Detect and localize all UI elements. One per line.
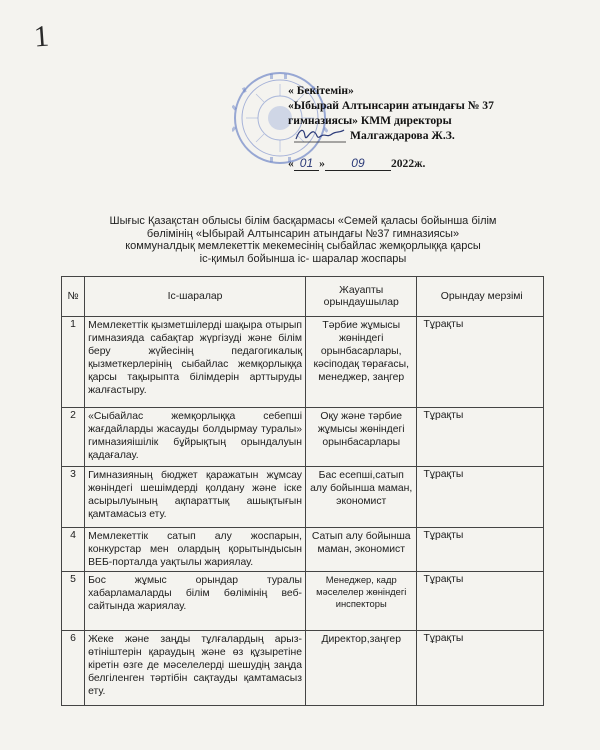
table-row bbox=[62, 631, 544, 706]
table-row bbox=[62, 408, 544, 467]
signatory-name: Малгаждарова Ж.З. bbox=[350, 129, 455, 142]
row-action: Мемлекеттік қызметшілерді шақыра отырып гимназияда сабақтар жүргізуді және білім беру жүйесінің педагогикалық қызметкерлерінің сыбайлас жемқорлыққа қарсы тақырыпта білімдерін арттыруды жалғастыру. bbox=[85, 317, 306, 408]
date-month: 09 bbox=[325, 156, 391, 171]
header-responsible: Жауапты орындаушылар bbox=[306, 277, 417, 317]
row-responsible: Тәрбие жұмысы жөніндегі орынбасарлары, кәсіподақ төрағасы, менеджер, заңгер bbox=[306, 317, 417, 408]
document-title bbox=[60, 215, 546, 265]
header-actions: Іс-шаралар bbox=[85, 277, 306, 317]
row-deadline: Тұрақты bbox=[417, 572, 544, 631]
row-deadline: Тұрақты bbox=[417, 408, 544, 467]
row-number: 1 bbox=[62, 317, 85, 408]
row-responsible: Сатып алу бойынша маман, экономист bbox=[306, 528, 417, 572]
row-action: Жеке және заңды тұлғалардың арыз-өтініштерін қараудың және өз құзыретіне кіретін өзге де мәселелерді шешудің заңда белгіленген тәртібін сақтауды қамтамасыз ету. bbox=[85, 631, 306, 706]
table-row bbox=[62, 572, 544, 631]
handwritten-signature bbox=[294, 124, 346, 146]
row-responsible: Директор,заңгер bbox=[306, 631, 417, 706]
table-row bbox=[62, 317, 544, 408]
row-action: Мемлекеттік сатып алу жоспарын, конкурстар мен олардың қорытындысын ВЕБ-порталда уақтылы жариялау. bbox=[85, 528, 306, 572]
row-responsible: Оқу және тәрбие жұмысы жөніндегі орынбасарлары bbox=[306, 408, 417, 467]
row-action: Бос жұмыс орындар туралы хабарламаларды білім бөлімінің веб-сайтында жариялау. bbox=[85, 572, 306, 631]
title-line: коммуналдық мемлекеттік мекемесінің сыбайлас жемқорлыққа қарсы bbox=[125, 240, 481, 253]
approval-line-1: «Ыбырай Алтынсарин атындағы № 37 bbox=[288, 99, 494, 112]
row-responsible: Бас есепші,сатып алу бойынша маман, экономист bbox=[306, 467, 417, 528]
date-day: 01 bbox=[294, 156, 319, 171]
row-deadline: Тұрақты bbox=[417, 317, 544, 408]
table-header-row bbox=[62, 277, 544, 317]
signatory-row bbox=[288, 128, 494, 143]
action-plan-table bbox=[61, 276, 544, 706]
approval-line-2: гимназиясы» КММ директоры bbox=[288, 114, 452, 127]
row-number: 2 bbox=[62, 408, 85, 467]
row-deadline: Тұрақты bbox=[417, 528, 544, 572]
row-action: «Сыбайлас жемқорлыққа себепші жағдайларды жасауды болдырмау туралы» гимназияішілік бұйрықтың орындалуын қадағалау. bbox=[85, 408, 306, 467]
row-number: 5 bbox=[62, 572, 85, 631]
approval-block bbox=[288, 83, 494, 143]
row-number: 3 bbox=[62, 467, 85, 528]
date-year: 2022ж. bbox=[390, 157, 426, 170]
row-deadline: Тұрақты bbox=[417, 467, 544, 528]
title-line: Шығыс Қазақстан облысы білім басқармасы «Семей қаласы бойынша білім bbox=[109, 215, 497, 227]
header-deadline: Орындау мерзімі bbox=[417, 277, 544, 317]
row-responsible: Менеджер, кадр мәселелер жөніндегі инспекторы bbox=[306, 572, 417, 631]
row-number: 4 bbox=[62, 528, 85, 572]
table-row bbox=[62, 467, 544, 528]
header-number: № bbox=[62, 277, 85, 317]
row-deadline: Тұрақты bbox=[417, 631, 544, 706]
approval-date: « 01 » 09 2022ж. bbox=[288, 156, 426, 170]
row-number: 6 bbox=[62, 631, 85, 706]
title-line: бөлімінің «Ыбырай Алтынсарин атындағы №37 гимназиясы» bbox=[146, 227, 460, 240]
approval-heading: « Бекітемін» bbox=[288, 84, 354, 97]
title-line: іс-қимыл бойынша іс- шаралар жоспары bbox=[199, 252, 407, 265]
row-action: Гимназияның бюджет қаражатын жұмсау жөніндегі шешімдерді қолдану және іске асырылуының ақпараттық ашықтығын қамтамасыз ету. bbox=[85, 467, 306, 528]
page-number-mark: 1 bbox=[32, 19, 51, 54]
table-row bbox=[62, 528, 544, 572]
